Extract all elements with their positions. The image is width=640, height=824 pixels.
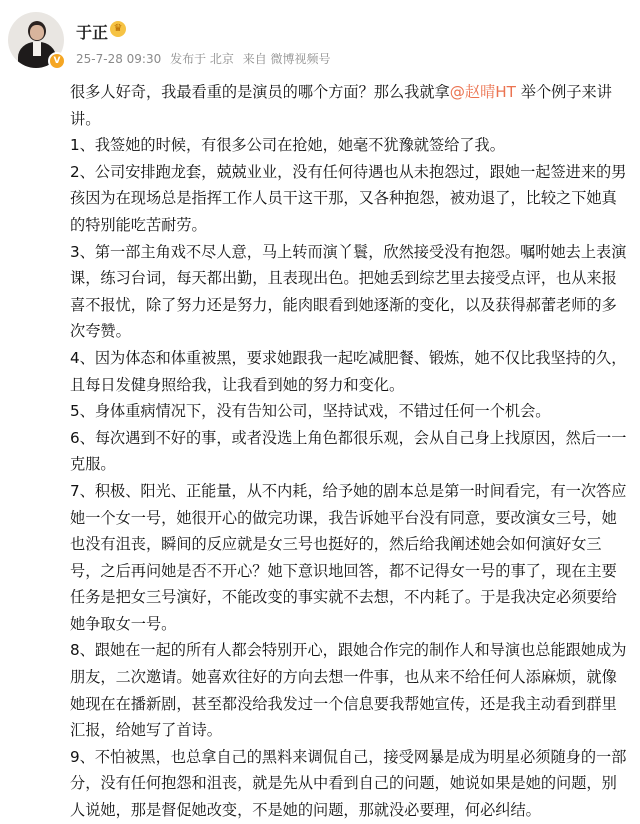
user-name[interactable]: 于正 [76, 23, 109, 42]
post-location: 发布于 北京 [170, 52, 234, 66]
post-paragraph-5: 5、身体重病情况下，没有告知公司，坚持试戏，不错过任何一个机会。 [70, 402, 551, 421]
post-intro [70, 79, 630, 132]
intro-text-end: 举个例子来讲讲。 [70, 83, 612, 128]
post-timestamp[interactable]: 25-7-28 09:30 [76, 52, 162, 66]
avatar-face-shape [30, 25, 44, 40]
post-content [70, 79, 630, 824]
post-paragraph-7: 7、积极、阳光、正能量，从不内耗，给予她的剧本总是第一时间看完，有一次答应她一个女一号，她很开心的做完功课，我告诉她平台没有同意，要改演女三号，她也没有沮丧，瞬间的反应就是女三号也挺好的，然后给我阐述她会如何演好女三号，之后再问她是否不开心？她下意识地回答，都不记得女一号的事了，现在主要任务是把女三号演好，不能改变的事实就不去想，不内耗了。于是我决定必须要给她争取女一号。 [70, 481, 627, 633]
post-meta [76, 50, 336, 67]
post-paragraph-9: 9、不怕被黑，也总拿自己的黑料来调侃自己，接受网暴是成为明星必须随身的一部分，没有任何抱怨和沮丧，就是先从中看到自己的问题，她说如果是她的问题，别人说她，那是督促她改变，不是她的问题，那就没必要理，何必纠结。 [70, 747, 627, 820]
post-source[interactable]: 来自 微博视频号 [242, 52, 331, 66]
intro-text: 很多人好奇，我最看重的是演员的哪个方面？那么我就拿 [70, 83, 450, 101]
post-paragraph-3: 3、第一部主角戏不尽人意，马上转而演丫鬟，欣然接受没有抱怨。嘱咐她去上表演课，练习台词，每天都出勤，且表现出色。把她丢到综艺里去接受点评，也从来报喜不报忧，除了努力还是努力，能肉眼看到她逐渐的变化，以及获得郝蕾老师的多次夸赞。 [70, 242, 627, 341]
mention-link[interactable]: @赵晴HT [449, 83, 516, 101]
post-paragraph-8: 8、跟她在一起的所有人都会特别开心，跟她合作完的制作人和导演也总能跟她成为朋友，二次邀请。她喜欢往好的方向去想一件事，也从来不给任何人添麻烦，就像她现在在播新剧，甚至都没给我发过一个信息要我帮她宣传，还是我主动看到群里汇报，给她写了首诗。 [70, 641, 627, 740]
crown-icon: ♛ [110, 21, 126, 37]
post-paragraph-4: 4、因为体态和体重被黑，要求她跟我一起吃减肥餐、锻炼，她不仅比我坚持的久，且每日发健身照给我，让我看到她的努力和变化。 [70, 348, 627, 394]
post-paragraph-6: 6、每次遇到不好的事，或者没选上角色都很乐观，会从自己身上找原因，然后一一克服。 [70, 428, 627, 474]
post-paragraph-2: 2、公司安排跑龙套，兢兢业业，没有任何待遇也从未抱怨过，跟她一起签进来的男孩因为在现场总是指挥工作人员干这干那，又各种抱怨，被劝退了，比较之下她真的特别能吃苦耐劳。 [70, 162, 627, 234]
verified-icon: V [48, 52, 66, 70]
post-paragraph-1: 1、我签她的时候，有很多公司在抢她，她毫不犹豫就签给了我。 [70, 136, 505, 155]
avatar-shirt-shape [33, 42, 41, 56]
post-header [0, 0, 640, 78]
